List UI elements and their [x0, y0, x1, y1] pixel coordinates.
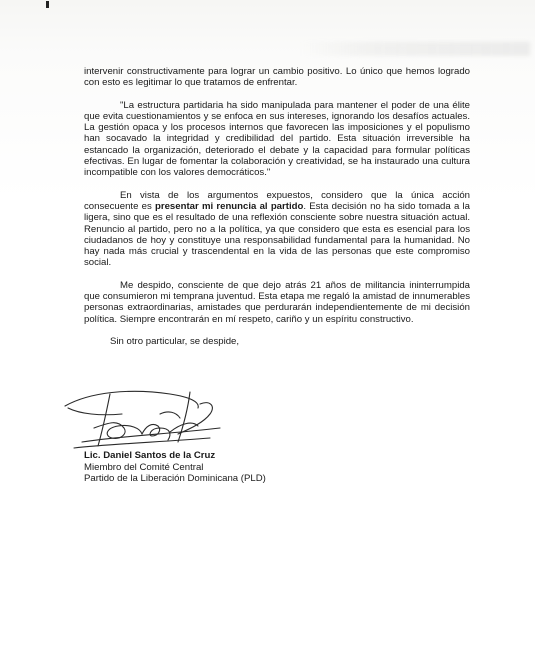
signature-block [84, 450, 266, 485]
scan-mark [46, 1, 49, 8]
signatory-role: Miembro del Comité Central [84, 461, 204, 473]
resignation-text-end: . Esta decisión no ha sido tomada a la ligera, sino que es el resultado de una reflexión consciente sobre nuestra situación actual. Renuncio al partido, pero no a la política, ya que considero que esta es esencial para los ciudadanos de hoy y constituye una responsabilidad fundamental para la humanidad. No hay nada más crucial y trascendental en la vida de las personas que este compromiso social. [84, 200, 470, 269]
scan-bleed-through [300, 42, 530, 56]
resignation-paragraph [84, 190, 470, 269]
resignation-text-start: En vista de los argumentos expuestos, considero que la única acción consecuente es [84, 189, 470, 212]
handwritten-signature [60, 384, 240, 458]
letter-body [84, 66, 470, 358]
resignation-emphasis: presentar mi renuncia al partido [155, 200, 304, 212]
signatory-organization: Partido de la Liberación Dominicana (PLD) [84, 473, 266, 484]
signatory-name: Lic. Daniel Santos de la Cruz [84, 450, 216, 461]
farewell-paragraph: Me despido, consciente de que dejo atrás 21 años de militancia ininterrumpida que consumieron mi temprana juventud. Esta etapa me regaló la amistad de innumerables personas extraordinarias, amistades que perdurarán independientemente de mi decisión política. Siempre encontrarán en mí respeto, cariño y un espíritu constructivo. [84, 279, 470, 325]
quoted-statement: "La estructura partidaria ha sido manipulada para mantener el poder de una élite que evita cuestionamientos y se enfoca en sus intereses, ignorando los desafíos actuales. La gestión opaca y los procesos internos que favorecen las imposiciones y el populismo han socavado la integridad y credibilidad del partido. Esta situación irreversible ha estancado la organización, deteriorado el debate y la capacidad para formular políticas efectivas. En lugar de fomentar la colaboración y creatividad, se ha instaurado una cultura incompatible con los valores democráticos." [84, 99, 470, 179]
intro-paragraph: intervenir constructivamente para lograr un cambio positivo. Lo único que hemos logrado con esto es legitimar lo que tratamos de enfrentar. [84, 66, 470, 89]
closing-line: Sin otro particular, se despide, [110, 335, 240, 347]
